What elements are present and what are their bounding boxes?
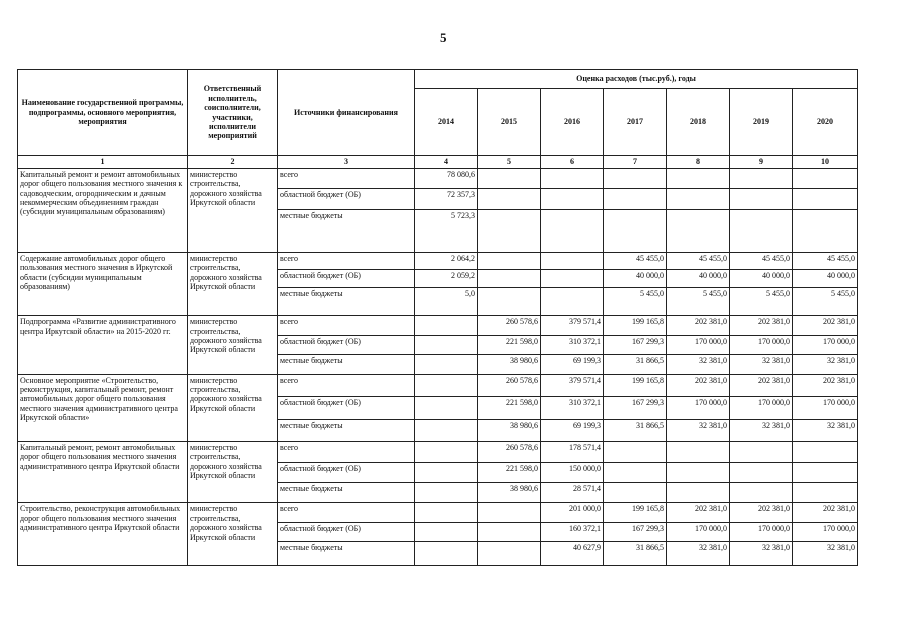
value-cell: 31 866,5	[604, 355, 667, 374]
value-cell: 202 381,0	[667, 374, 730, 397]
value-cell: 170 000,0	[793, 397, 858, 420]
table-row	[18, 442, 858, 462]
value-cell: 5 723,3	[415, 209, 478, 252]
value-cell: 170 000,0	[730, 335, 793, 354]
table-row	[18, 252, 858, 269]
value-cell	[478, 522, 541, 541]
value-cell: 199 165,8	[604, 316, 667, 335]
value-cell	[730, 483, 793, 503]
value-cell	[415, 462, 478, 482]
value-cell: 45 455,0	[730, 252, 793, 269]
value-cell	[604, 169, 667, 189]
value-cell: 40 627,9	[541, 542, 604, 566]
funding-source: всего	[278, 442, 415, 462]
funding-source: областной бюджет (ОБ)	[278, 189, 415, 209]
value-cell	[604, 209, 667, 252]
expenditure-table	[17, 69, 858, 566]
responsible-executor: министерство строительства, дорожного хозяйства Иркутской области	[188, 374, 278, 442]
value-cell	[415, 355, 478, 374]
column-number: 2	[188, 156, 278, 169]
funding-source: местные бюджеты	[278, 483, 415, 503]
funding-source: местные бюджеты	[278, 355, 415, 374]
header-estimate: Оценка расходов (тыс.руб.), годы	[415, 70, 858, 89]
value-cell: 69 199,3	[541, 355, 604, 374]
value-cell	[541, 189, 604, 209]
value-cell: 199 165,8	[604, 503, 667, 522]
value-cell: 167 299,3	[604, 522, 667, 541]
value-cell: 31 866,5	[604, 542, 667, 566]
value-cell	[730, 209, 793, 252]
value-cell: 160 372,1	[541, 522, 604, 541]
value-cell	[478, 287, 541, 316]
value-cell: 32 381,0	[793, 355, 858, 374]
value-cell	[415, 442, 478, 462]
column-number: 8	[667, 156, 730, 169]
column-number: 4	[415, 156, 478, 169]
header-year: 2015	[478, 89, 541, 156]
value-cell: 5 455,0	[667, 287, 730, 316]
value-cell	[415, 483, 478, 503]
value-cell: 72 357,3	[415, 189, 478, 209]
measure-name: Строительство, реконструкция автомобильных дорог общего пользования местного значения административного центра Иркутской области	[18, 503, 188, 566]
value-cell	[667, 483, 730, 503]
value-cell	[667, 169, 730, 189]
value-cell: 170 000,0	[793, 522, 858, 541]
value-cell	[541, 209, 604, 252]
funding-source: областной бюджет (ОБ)	[278, 462, 415, 482]
value-cell: 40 000,0	[667, 270, 730, 287]
value-cell: 202 381,0	[793, 503, 858, 522]
value-cell: 202 381,0	[667, 503, 730, 522]
value-cell: 5 455,0	[730, 287, 793, 316]
value-cell: 150 000,0	[541, 462, 604, 482]
value-cell	[478, 189, 541, 209]
funding-source: всего	[278, 503, 415, 522]
column-number: 1	[18, 156, 188, 169]
value-cell	[478, 542, 541, 566]
value-cell: 69 199,3	[541, 419, 604, 442]
value-cell	[415, 522, 478, 541]
column-number: 10	[793, 156, 858, 169]
value-cell	[478, 252, 541, 269]
page-number: 5	[440, 30, 447, 45]
value-cell: 202 381,0	[793, 316, 858, 335]
measure-name: Подпрограмма «Развитие административного центра Иркутской области» на 2015-2020 гг.	[18, 316, 188, 374]
value-cell: 38 980,6	[478, 483, 541, 503]
table-body	[18, 169, 858, 566]
table-row	[18, 169, 858, 189]
value-cell	[478, 270, 541, 287]
value-cell	[604, 442, 667, 462]
value-cell	[415, 374, 478, 397]
value-cell: 170 000,0	[730, 522, 793, 541]
funding-source: местные бюджеты	[278, 209, 415, 252]
funding-source: всего	[278, 374, 415, 397]
value-cell: 379 571,4	[541, 374, 604, 397]
value-cell: 38 980,6	[478, 355, 541, 374]
value-cell: 170 000,0	[667, 335, 730, 354]
header-year: 2016	[541, 89, 604, 156]
value-cell	[415, 419, 478, 442]
value-cell: 260 578,6	[478, 374, 541, 397]
value-cell: 40 000,0	[604, 270, 667, 287]
value-cell: 31 866,5	[604, 419, 667, 442]
value-cell: 202 381,0	[730, 374, 793, 397]
table-row	[18, 316, 858, 335]
value-cell: 5 455,0	[604, 287, 667, 316]
value-cell: 310 372,1	[541, 335, 604, 354]
table-row	[18, 374, 858, 397]
measure-name: Содержание автомобильных дорог общего пользования местного значения в Иркутской области (субсидии муниципальным образованиям)	[18, 252, 188, 315]
value-cell: 32 381,0	[730, 419, 793, 442]
value-cell: 202 381,0	[793, 374, 858, 397]
funding-source: всего	[278, 169, 415, 189]
column-number: 6	[541, 156, 604, 169]
value-cell	[541, 287, 604, 316]
value-cell	[415, 397, 478, 420]
column-number: 3	[278, 156, 415, 169]
value-cell: 40 000,0	[730, 270, 793, 287]
value-cell	[478, 503, 541, 522]
value-cell: 170 000,0	[730, 397, 793, 420]
responsible-executor: министерство строительства, дорожного хозяйства Иркутской области	[188, 169, 278, 253]
value-cell: 28 571,4	[541, 483, 604, 503]
value-cell	[541, 169, 604, 189]
responsible-executor: министерство строительства, дорожного хозяйства Иркутской области	[188, 442, 278, 503]
funding-source: областной бюджет (ОБ)	[278, 270, 415, 287]
value-cell: 32 381,0	[667, 419, 730, 442]
funding-source: всего	[278, 252, 415, 269]
value-cell	[667, 462, 730, 482]
value-cell	[793, 189, 858, 209]
measure-name: Капитальный ремонт и ремонт автомобильных дорог общего пользования местного значения к садоводческим, огородническим и дачным некоммерческим объединениям граждан (субсидии муниципальным образованиям)	[18, 169, 188, 253]
value-cell: 32 381,0	[667, 542, 730, 566]
value-cell: 202 381,0	[667, 316, 730, 335]
column-number: 5	[478, 156, 541, 169]
value-cell	[415, 503, 478, 522]
value-cell: 2 064,2	[415, 252, 478, 269]
value-cell: 178 571,4	[541, 442, 604, 462]
value-cell	[541, 270, 604, 287]
value-cell: 38 980,6	[478, 419, 541, 442]
value-cell	[793, 209, 858, 252]
funding-source: областной бюджет (ОБ)	[278, 522, 415, 541]
funding-source: всего	[278, 316, 415, 335]
value-cell	[415, 335, 478, 354]
value-cell: 45 455,0	[604, 252, 667, 269]
value-cell: 2 059,2	[415, 270, 478, 287]
value-cell: 32 381,0	[730, 355, 793, 374]
responsible-executor: министерство строительства, дорожного хозяйства Иркутской области	[188, 316, 278, 374]
column-number: 9	[730, 156, 793, 169]
value-cell	[730, 442, 793, 462]
header-year: 2017	[604, 89, 667, 156]
funding-source: местные бюджеты	[278, 542, 415, 566]
value-cell	[730, 462, 793, 482]
value-cell: 45 455,0	[667, 252, 730, 269]
value-cell: 221 598,0	[478, 397, 541, 420]
value-cell: 40 000,0	[793, 270, 858, 287]
value-cell: 201 000,0	[541, 503, 604, 522]
value-cell	[604, 462, 667, 482]
value-cell: 78 080,6	[415, 169, 478, 189]
column-number: 7	[604, 156, 667, 169]
header-source: Источники финансирования	[278, 70, 415, 156]
value-cell	[541, 252, 604, 269]
value-cell	[415, 542, 478, 566]
value-cell: 167 299,3	[604, 397, 667, 420]
value-cell	[793, 169, 858, 189]
value-cell	[667, 442, 730, 462]
value-cell: 167 299,3	[604, 335, 667, 354]
value-cell: 32 381,0	[667, 355, 730, 374]
value-cell: 32 381,0	[730, 542, 793, 566]
value-cell: 221 598,0	[478, 462, 541, 482]
value-cell: 202 381,0	[730, 316, 793, 335]
header-year: 2020	[793, 89, 858, 156]
value-cell: 5,0	[415, 287, 478, 316]
header-year: 2018	[667, 89, 730, 156]
value-cell: 170 000,0	[667, 397, 730, 420]
measure-name: Основное мероприятие «Строительство, реконструкция, капитальный ремонт, ремонт автомобильных дорог общего пользования местного значения административного центра Иркутской области»	[18, 374, 188, 442]
table-row	[18, 503, 858, 522]
value-cell	[730, 189, 793, 209]
header-executor: Ответственный исполнитель, соисполнители, участники, исполнители мероприятий	[188, 70, 278, 156]
value-cell	[793, 483, 858, 503]
value-cell	[667, 189, 730, 209]
funding-source: областной бюджет (ОБ)	[278, 397, 415, 420]
value-cell	[793, 462, 858, 482]
value-cell: 260 578,6	[478, 442, 541, 462]
value-cell	[604, 189, 667, 209]
measure-name: Капитальный ремонт, ремонт автомобильных дорог общего пользования местного значения административного центра Иркутской области	[18, 442, 188, 503]
value-cell	[415, 316, 478, 335]
responsible-executor: министерство строительства, дорожного хозяйства Иркутской области	[188, 252, 278, 315]
value-cell: 32 381,0	[793, 419, 858, 442]
funding-source: областной бюджет (ОБ)	[278, 335, 415, 354]
value-cell: 170 000,0	[667, 522, 730, 541]
value-cell: 199 165,8	[604, 374, 667, 397]
value-cell	[478, 209, 541, 252]
value-cell: 379 571,4	[541, 316, 604, 335]
header-name: Наименование государственной программы, подпрограммы, основного мероприятия, мероприятия	[18, 70, 188, 156]
funding-source: местные бюджеты	[278, 287, 415, 316]
value-cell	[667, 209, 730, 252]
header-year: 2019	[730, 89, 793, 156]
value-cell: 32 381,0	[793, 542, 858, 566]
value-cell: 170 000,0	[793, 335, 858, 354]
value-cell: 5 455,0	[793, 287, 858, 316]
funding-source: местные бюджеты	[278, 419, 415, 442]
value-cell	[478, 169, 541, 189]
responsible-executor: министерство строительства, дорожного хозяйства Иркутской области	[188, 503, 278, 566]
value-cell: 221 598,0	[478, 335, 541, 354]
value-cell	[604, 483, 667, 503]
header-year: 2014	[415, 89, 478, 156]
value-cell: 45 455,0	[793, 252, 858, 269]
value-cell	[793, 442, 858, 462]
value-cell: 202 381,0	[730, 503, 793, 522]
value-cell: 260 578,6	[478, 316, 541, 335]
column-number-row	[18, 156, 858, 169]
value-cell	[730, 169, 793, 189]
value-cell: 310 372,1	[541, 397, 604, 420]
